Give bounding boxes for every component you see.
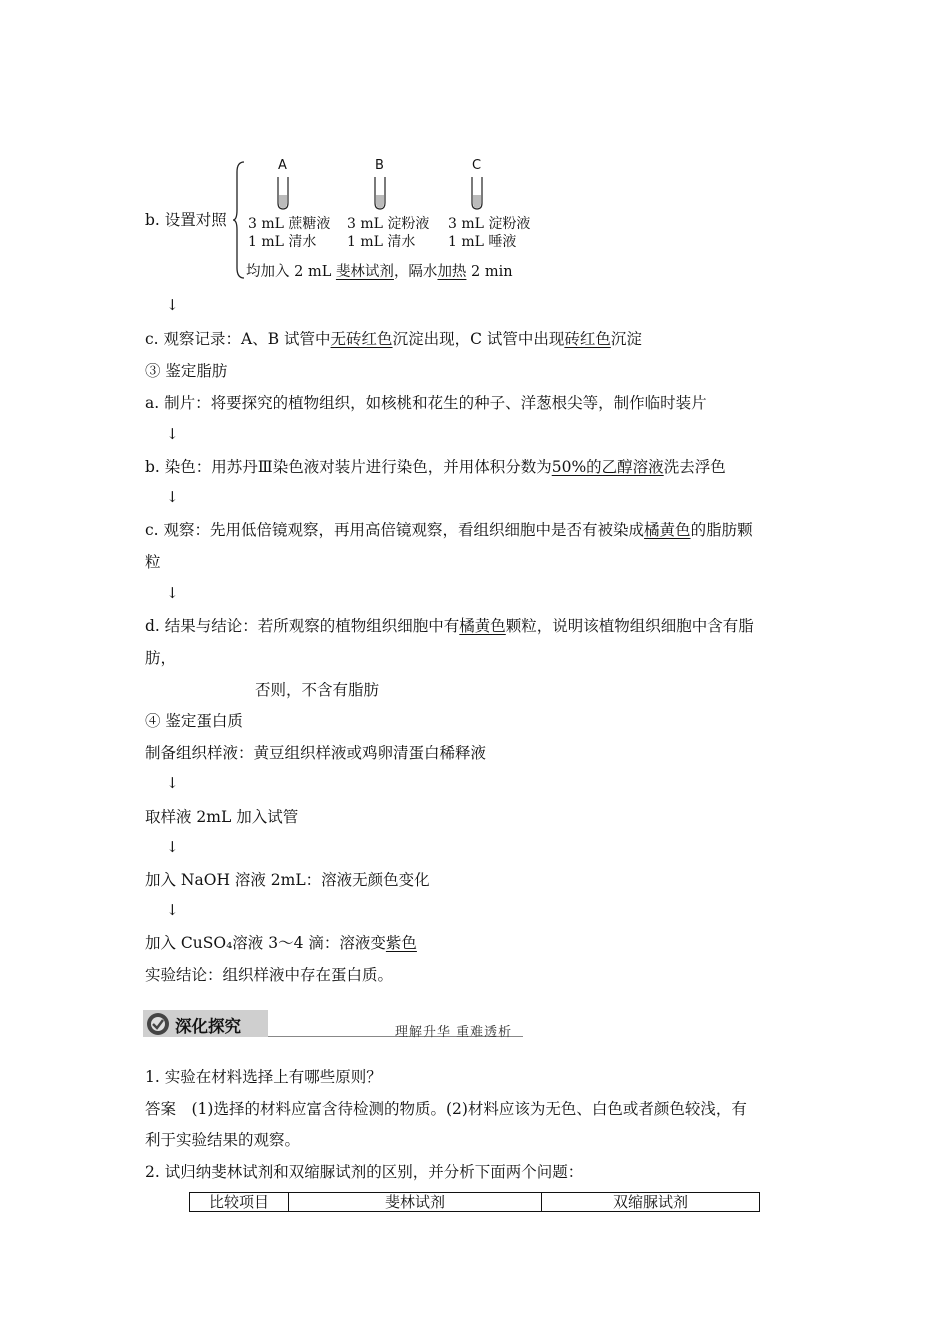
flow-arrow: ↓: [166, 296, 179, 314]
tube-c-content-1: 3 mL 淀粉液: [448, 216, 531, 232]
protein-step-3: 加入 NaOH 溶液 2mL：溶液无颜色变化: [145, 871, 430, 889]
gear-emblem-icon: [146, 1012, 170, 1036]
test-tube-b-icon: [373, 177, 387, 211]
flow-arrow: ↓: [166, 488, 179, 506]
tube-c-content-2: 1 mL 唾液: [448, 234, 517, 250]
table-header-row: [190, 1193, 760, 1212]
setup-label: b. 设置对照: [145, 211, 227, 229]
question-2: 2. 试归纳斐林试剂和双缩脲试剂的区别，并分析下面两个问题：: [145, 1163, 584, 1181]
tube-b-content-2: 1 mL 清水: [347, 234, 416, 250]
comparison-table: [189, 1192, 760, 1212]
tube-a-label: A: [278, 158, 287, 173]
setup-common-step: 均加入 2 mL 斐林试剂，隔水加热 2 min: [246, 264, 513, 280]
fat-step-d-else: 否则，不含有脂肪: [255, 681, 380, 699]
protein-step-4: 加入 CuSO₄溶液 3～4 滴：溶液变紫色: [145, 934, 417, 952]
test-tube-c-icon: [470, 177, 484, 211]
heat-underlined: 加热: [437, 264, 467, 280]
flow-arrow: ↓: [166, 584, 179, 602]
protein-step-2: 取样液 2mL 加入试管: [145, 808, 299, 826]
fat-step-c: c. 观察：先用低倍镜观察，再用高倍镜观察，看组织细胞中是否有被染成橘黄色的脂肪颗: [145, 521, 753, 539]
banner-title: 深化探究: [175, 1017, 241, 1036]
fat-step-d-cont: 肪，: [145, 649, 177, 667]
table-header-cell: 斐林试剂: [289, 1193, 542, 1212]
fat-step-c-cont: 粒: [145, 553, 161, 571]
answer-1-line-1: 答案 (1)选择的材料应富含待检测的物质。(2)材料应该为无色、白色或者颜色较浅，有: [145, 1100, 747, 1118]
fat-step-a: a. 制片：将要探究的植物组织，如核桃和花生的种子、洋葱根尖等，制作临时装片: [145, 394, 707, 412]
flow-arrow: ↓: [166, 425, 179, 443]
banner-subtitle: 理解升华 重难透析: [395, 1025, 513, 1040]
reagent-fehling: 斐林试剂: [335, 264, 394, 280]
fat-step-d: d. 结果与结论：若所观察的植物组织细胞中有橘黄色颗粒，说明该植物组织细胞中含有脂: [145, 617, 754, 635]
table-header-cell: 双缩脲试剂: [542, 1193, 760, 1212]
fat-heading: ③ 鉴定脂肪: [145, 362, 228, 380]
tube-c-label: C: [472, 158, 482, 173]
flow-arrow: ↓: [166, 838, 179, 856]
test-tube-a-icon: [276, 177, 290, 211]
answer-1-line-2: 利于实验结果的观察。: [145, 1131, 301, 1149]
protein-step-1: 制备组织样液：黄豆组织样液或鸡卵清蛋白稀释液: [145, 744, 487, 762]
tube-b-content-1: 3 mL 淀粉液: [347, 216, 430, 232]
observation-record: c. 观察记录：A、B 试管中无砖红色沉淀出现，C 试管中出现砖红色沉淀: [145, 330, 642, 348]
brace-icon: [232, 160, 246, 280]
fat-step-b: b. 染色：用苏丹Ⅲ染色液对装片进行染色，并用体积分数为50%的乙醇溶液洗去浮色: [145, 458, 726, 476]
tube-a-content-2: 1 mL 清水: [248, 234, 317, 250]
tube-b-label: B: [375, 158, 384, 173]
protein-conclusion: 实验结论：组织样液中存在蛋白质。: [145, 966, 394, 984]
tube-a-content-1: 3 mL 蔗糖液: [248, 216, 331, 232]
flow-arrow: ↓: [166, 774, 179, 792]
protein-heading: ④ 鉴定蛋白质: [145, 712, 243, 730]
table-header-cell: 比较项目: [190, 1193, 289, 1212]
flow-arrow: ↓: [166, 901, 179, 919]
question-1: 1. 实验在材料选择上有哪些原则？: [145, 1068, 382, 1086]
